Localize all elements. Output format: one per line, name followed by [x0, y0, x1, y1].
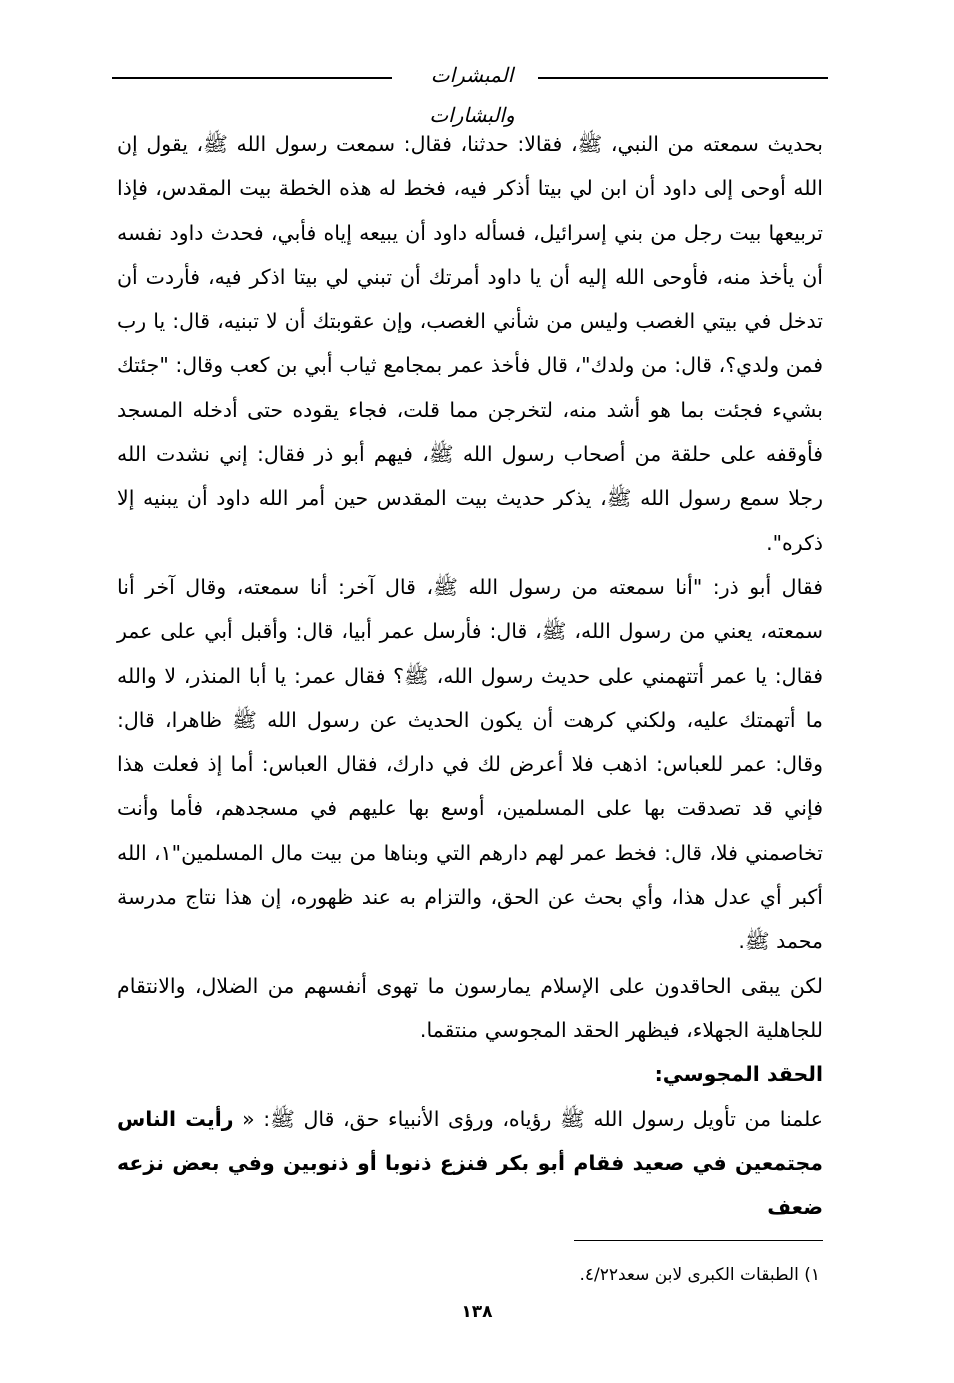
header-ornament-title: المبشرات والبشارات: [429, 63, 515, 127]
header-rule-left: [112, 77, 392, 79]
page-header: [112, 55, 828, 127]
header-rule-right: [538, 77, 828, 79]
section-heading: الحقد المجوسي:: [654, 1062, 823, 1087]
paragraph-1: بحديث سمعته من النبي، ﷺ، فقالا: حدثنا، فقال: سمعت رسول الله ﷺ، يقول إن الله أوحى إلى داود أن ابن لي بيتا أذكر فيه، فخط له هذه الخطة بيت المقدس، فإذا تربيعها بيت رجل من بني إسرائيل، فسأله داود أن يبيعه إياه فأبي، فحدث داود نفسه أن يأخذ منه، فأوحى الله إليه أن يا داود أمرتك أن تبني لي بيتا اذكر فيه، فأردت أن تدخل في بيتي الغصب وليس من شأني الغصب، وإن عقوبتك أن لا تبنيه، قال: يا رب فمن ولدي؟، قال: من ولدك"، قال فأخذ عمر بمجامع ثياب أبي بن كعب وقال: "جئتك بشيء فجئت بما هو أشد منه، لتخرجن مما قلت، فجاء يقوده حتى أدخله المسجد فأوقفه على حلقة من أصحاب رسول الله ﷺ، فيهم أبو ذر فقال: إني نشدت الله رجلا سمع رسول الله ﷺ، يذكر حديث بيت المقدس حين أمر الله داود أن يبنيه إلا ذكره".: [117, 132, 823, 555]
paragraph-4-intro: علمنا من تأويل رسول الله ﷺ رؤياه، ورؤى الأنبياء حق، قال ﷺ: «: [233, 1106, 824, 1131]
paragraph-4-quote: رأيت الناس مجتمعين في صعيد فقام أبو بكر فنزع ذنوبا أو ذنوبين وفي بعض نزعه ضعف: [117, 1106, 823, 1220]
footnote: ١) الطبقات الكبرى لابن سعد٤/٢٢.: [579, 1265, 820, 1285]
page-body: [117, 122, 823, 1229]
paragraph-4: [117, 1097, 823, 1230]
footnote-separator: [574, 1240, 823, 1241]
paragraph-3: لكن يبقى الحاقدون على الإسلام يمارسون ما تهوى أنفسهم من الضلال، والانتقام للجاهلية الجهلاء، فيظهر الحقد المجوسي منتقما.: [117, 973, 823, 1042]
page-number: ١٣٨: [461, 1302, 493, 1322]
paragraph-2: فقال أبو ذر: "أنا سمعته من رسول الله ﷺ، قال آخر: أنا سمعته، وقال آخر أنا سمعته، يعني من رسول الله، ﷺ، قال: فأرسل عمر أبيا، قال: وأقبل أبي على عمر فقال: يا عمر أتتهمني على حديث رسول الله، ﷺ؟ فقال عمر: يا أبا المنذر، لا والله ما أتهمتك عليه، ولكني كرهت أن يكون الحديث عن رسول الله ﷺ ظاهرا، قال: وقال: عمر للعباس: اذهب فلا أعرض لك في دارك، فقال العباس: أما إذ فعلت هذا فإني قد تصدقت بها على المسلمين، أوسع بها عليهم في مسجدهم، فأما وأنت تخاصمني فلا، قال: فخط عمر لهم دارهم التي وبناها من بيت مال المسلمين"١، الله أكبر أي عدل هذا، وأي بحث عن الحق، والتزام به عند ظهوره، إن هذا نتاج مدرسة محمد ﷺ.: [117, 574, 823, 954]
